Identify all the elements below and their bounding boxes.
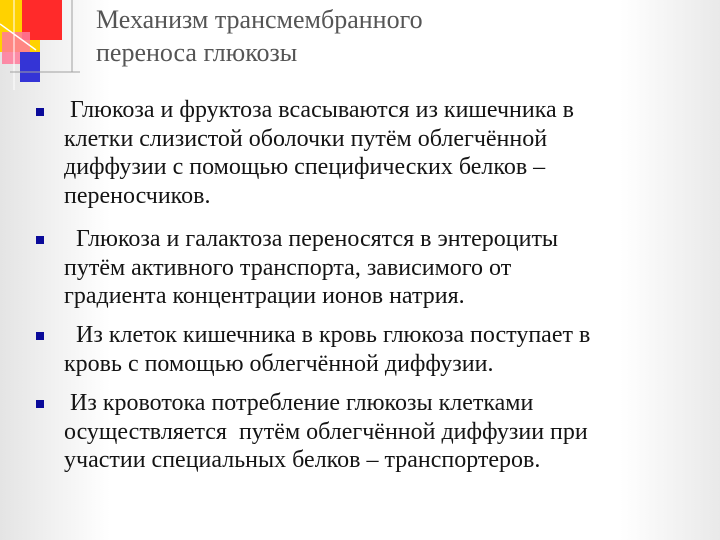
- bullet-marker-icon: [36, 400, 44, 408]
- bullet-marker-icon: [36, 236, 44, 244]
- bullet-line: Глюкоза и галактоза переносятся в энтероциты: [64, 226, 559, 252]
- bullet-text: [64, 96, 694, 210]
- bullet-line: диффузии с помощью специфических белков –: [64, 154, 546, 180]
- bullet-text: [64, 225, 694, 311]
- bullet-line: участии специальных белков – транспортеров.: [64, 447, 541, 473]
- slide-title-line: Механизм трансмембранного: [96, 5, 423, 34]
- bullet-line: градиента концентрации ионов натрия.: [64, 283, 465, 309]
- corner-decoration: [0, 0, 80, 90]
- bullet-line: Из клеток кишечника в кровь глюкоза поступает в: [64, 322, 591, 348]
- bullet-line: Из кровотока потребление глюкозы клетками: [64, 390, 534, 416]
- bullet-text: [64, 389, 694, 475]
- bullet-line: клетки слизистой оболочки путём облегчённой: [64, 125, 548, 152]
- decor-blue-square: [20, 52, 40, 82]
- bullet-marker-icon: [36, 332, 44, 340]
- bullet-line: Глюкоза и фруктоза всасываются из кишечника в: [64, 97, 574, 123]
- bullet-text: [64, 321, 694, 378]
- bullet-line: кровь с помощью облегчённой диффузии.: [64, 350, 494, 377]
- bullet-line: путём активного транспорта, зависимого от: [64, 254, 512, 281]
- bullet-line: переносчиков.: [64, 182, 211, 209]
- slide-title: [96, 3, 696, 69]
- slide-title-line: переноса глюкозы: [96, 38, 298, 67]
- bullet-marker-icon: [36, 108, 44, 116]
- bullet-line: осуществляется путём облегчённой диффузии при: [64, 418, 588, 445]
